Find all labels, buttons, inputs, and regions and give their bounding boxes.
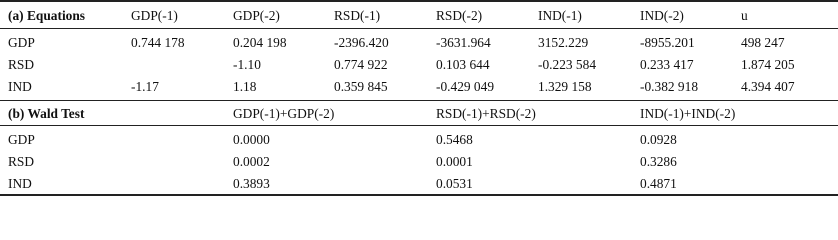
table-cell: 1.329 158 xyxy=(538,79,592,94)
table-cell: 0.3893 xyxy=(233,176,270,191)
table-cell: 498 247 xyxy=(741,35,785,50)
table-cell: -1.17 xyxy=(131,79,159,94)
table-cell: 3152.229 xyxy=(538,35,589,50)
header-rule xyxy=(0,28,838,29)
table-cell: -1.10 xyxy=(233,57,261,72)
table-cell: 0.0531 xyxy=(436,176,473,191)
table-cell: -0.382 918 xyxy=(640,79,699,94)
wald-title: (b) Wald Test xyxy=(8,106,85,121)
table-cell: 0.0001 xyxy=(436,154,473,169)
table-row xyxy=(0,36,838,58)
column-header: RSD(-1)+RSD(-2) xyxy=(436,106,536,121)
table-cell: 0.4871 xyxy=(640,176,677,191)
row-label: GDP xyxy=(8,132,35,147)
section-rule xyxy=(0,100,838,101)
table-cell: 1.18 xyxy=(233,79,257,94)
table-cell: 0.359 845 xyxy=(334,79,388,94)
row-label: RSD xyxy=(8,57,35,72)
table-row xyxy=(0,155,838,177)
row-label: RSD xyxy=(8,154,35,169)
row-label: IND xyxy=(8,176,32,191)
table-cell: 0.204 198 xyxy=(233,35,287,50)
table-cell: -3631.964 xyxy=(436,35,491,50)
table-cell: 0.0002 xyxy=(233,154,270,169)
table-cell: 1.874 205 xyxy=(741,57,795,72)
column-header: IND(-1) xyxy=(538,8,582,23)
table-cell: 0.103 644 xyxy=(436,57,490,72)
column-header: IND(-2) xyxy=(640,8,684,23)
table-cell: -8955.201 xyxy=(640,35,695,50)
column-header: RSD(-1) xyxy=(334,8,381,23)
table-cell: -0.223 584 xyxy=(538,57,597,72)
table-cell: 0.3286 xyxy=(640,154,677,169)
table-cell: -0.429 049 xyxy=(436,79,495,94)
table-row xyxy=(0,133,838,155)
table-row xyxy=(0,80,838,102)
column-header: GDP(-1)+GDP(-2) xyxy=(233,106,335,121)
table-row xyxy=(0,58,838,80)
top-rule xyxy=(0,0,838,2)
row-label: IND xyxy=(8,79,32,94)
table-cell: 0.744 178 xyxy=(131,35,185,50)
column-header: RSD(-2) xyxy=(436,8,483,23)
header-rule xyxy=(0,125,838,126)
table-cell: 0.5468 xyxy=(436,132,473,147)
column-header: GDP(-1) xyxy=(131,8,178,23)
table-cell: 0.0000 xyxy=(233,132,270,147)
equations-title: (a) Equations xyxy=(8,8,86,23)
table-cell: 4.394 407 xyxy=(741,79,795,94)
table-cell: 0.774 922 xyxy=(334,57,388,72)
table-cell: 0.233 417 xyxy=(640,57,694,72)
column-header: IND(-1)+IND(-2) xyxy=(640,106,736,121)
column-header: GDP(-2) xyxy=(233,8,280,23)
table-cell: 0.0928 xyxy=(640,132,677,147)
column-header: u xyxy=(741,8,748,23)
bottom-rule xyxy=(0,194,838,196)
table-cell: -2396.420 xyxy=(334,35,389,50)
row-label: GDP xyxy=(8,35,35,50)
